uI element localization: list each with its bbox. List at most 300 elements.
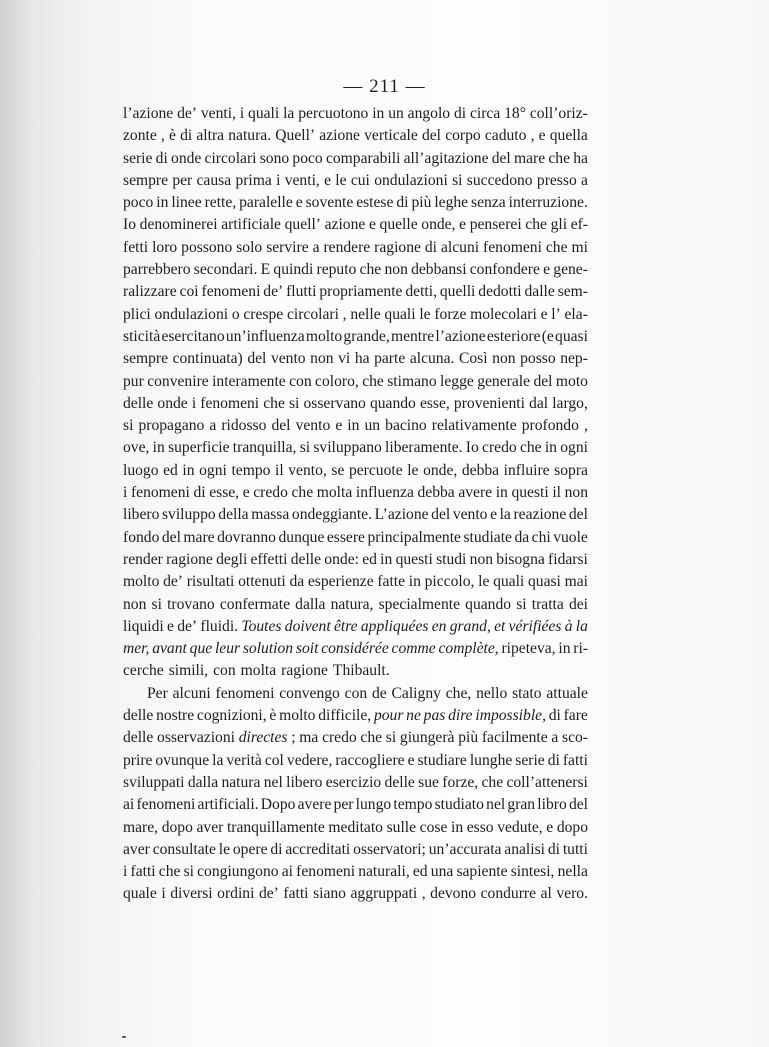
word: libero (286, 773, 323, 791)
word: del (568, 506, 588, 524)
word: in (156, 194, 169, 212)
word: prire (123, 751, 153, 769)
text-line (123, 281, 588, 303)
word: servire (266, 238, 309, 256)
word: mer, (123, 640, 150, 658)
word: pur (123, 372, 144, 390)
word: forze, (442, 773, 479, 791)
word: stimano (387, 372, 437, 390)
word: ralizzare (123, 283, 177, 301)
word: il (552, 484, 561, 502)
word: provenienti (453, 394, 525, 412)
word: del (533, 372, 553, 390)
word: che (362, 372, 384, 390)
word: se (331, 461, 345, 479)
word: complète, (438, 640, 499, 658)
word: fenomeni (200, 394, 260, 412)
word: sviluppati (123, 773, 185, 791)
word: e (368, 216, 376, 234)
word: quale (123, 885, 157, 903)
word: onde (157, 394, 188, 412)
word: sue (418, 773, 439, 791)
word: interamente (212, 372, 286, 390)
text-line (123, 214, 588, 236)
word: si (385, 729, 397, 747)
word: ne (406, 707, 421, 725)
word: relativamente (431, 417, 517, 435)
word: Così (458, 350, 488, 368)
word: i (191, 394, 197, 412)
word: con (289, 372, 312, 390)
word: le (419, 305, 431, 323)
word: coll’oriz- (529, 105, 588, 122)
word: esse, (419, 394, 450, 412)
word: molto (305, 327, 343, 345)
word: quasi (555, 327, 588, 345)
word: linee (171, 194, 202, 212)
word: dopo (556, 818, 588, 836)
text-line (123, 393, 588, 415)
word: ogni (199, 461, 227, 479)
word: , (160, 127, 165, 145)
word: ela- (564, 305, 588, 323)
word: a (312, 238, 320, 256)
text-line (123, 259, 588, 281)
word: fatte (377, 573, 406, 591)
word: vento (452, 506, 488, 524)
text-line (123, 148, 588, 170)
word: dunque (278, 528, 325, 546)
word: non (123, 595, 147, 613)
word: leghe (434, 194, 469, 212)
word: fenomeni (130, 484, 190, 502)
word: di (453, 105, 467, 122)
word: un (388, 105, 404, 122)
word: i (239, 105, 245, 122)
word: ri- (573, 640, 588, 658)
word: sapiente (456, 863, 508, 881)
word: della (218, 506, 249, 524)
word: ha (573, 149, 588, 167)
word: avere (297, 796, 332, 814)
word: loro (152, 238, 178, 256)
word: Toutes (241, 617, 282, 635)
word: si (452, 171, 463, 189)
text-line (123, 705, 588, 727)
word: i (161, 885, 166, 903)
word: del (568, 796, 588, 814)
word: di (424, 238, 438, 256)
word: artificiale (221, 216, 281, 234)
word: la (499, 506, 511, 524)
word: Per (147, 684, 168, 702)
word: fare (563, 707, 588, 725)
word: specialmente (378, 595, 461, 613)
word: sovente (305, 194, 354, 212)
word: e (324, 171, 332, 189)
word: di (155, 149, 168, 167)
word: tempo (393, 796, 433, 814)
text-line (123, 839, 588, 861)
word: , (583, 417, 588, 435)
word: cerche (123, 662, 164, 680)
word: che, (445, 684, 472, 702)
word: doivent (284, 617, 331, 635)
word: considérée (321, 640, 389, 658)
word: opere (232, 840, 268, 858)
word: devono (430, 885, 477, 903)
word: mare, (123, 818, 159, 836)
word: principalmente (367, 528, 461, 546)
text-line (123, 326, 588, 348)
word: delle (290, 550, 322, 568)
word: nel (486, 796, 506, 814)
word: quelle (379, 216, 418, 234)
word: attuale (546, 684, 588, 702)
word: dovranno (217, 528, 276, 546)
body-text (123, 103, 588, 906)
word: che (360, 729, 383, 747)
word: ai (123, 796, 135, 814)
word: 18° (504, 105, 526, 122)
word: de (372, 684, 387, 702)
word: directes (238, 729, 288, 747)
word: verticale (364, 127, 418, 145)
word: che (545, 238, 568, 256)
word: nel (263, 773, 283, 791)
word: vérifiées (508, 617, 562, 635)
text-line (123, 727, 588, 749)
word: onde, (423, 461, 458, 479)
word: aver (196, 818, 224, 836)
word: coloro, (315, 372, 359, 390)
word: flutti (286, 283, 317, 301)
word: da (289, 573, 305, 591)
word: venti, (284, 171, 320, 189)
word: tranquillamente (226, 818, 325, 836)
word: delle (123, 729, 154, 747)
word: moto (555, 372, 588, 390)
word: Quell’ (275, 127, 316, 145)
word: dalle (524, 283, 555, 301)
word: si (288, 394, 300, 412)
word: crespe (243, 305, 284, 323)
word: verità (226, 751, 262, 769)
word: onde: (324, 550, 359, 568)
word: serie (123, 149, 153, 167)
word: largo, (552, 394, 588, 412)
word: avere (458, 484, 493, 502)
text-line (123, 237, 588, 259)
word: molto (123, 573, 160, 591)
text-line (123, 660, 588, 682)
word: bisogna (496, 550, 545, 568)
word: osservano (303, 394, 366, 412)
word: e (538, 127, 546, 145)
word: naturali, (358, 863, 410, 881)
word: senza (471, 194, 506, 212)
text-line (123, 125, 588, 147)
word: accreditati (285, 840, 351, 858)
word: per (333, 796, 354, 814)
word: di (180, 127, 193, 145)
paper-speck (122, 1036, 126, 1038)
word: non (492, 350, 516, 368)
word: e (540, 305, 548, 323)
word: a (551, 729, 559, 747)
word: delle (123, 394, 154, 412)
word: ; (291, 729, 296, 747)
word: si (516, 595, 527, 613)
word: degli (216, 550, 248, 568)
word: che (519, 439, 542, 457)
word: caduto (484, 127, 527, 145)
word: natura, (330, 595, 374, 613)
word: in (372, 105, 385, 122)
word: a (581, 171, 588, 189)
word: fatti (562, 751, 588, 769)
word: di (547, 751, 560, 769)
word: congiungono (197, 863, 279, 881)
word: raccogliere (335, 751, 405, 769)
word: legge (440, 372, 474, 390)
word: esso (466, 818, 494, 836)
word: credo (253, 484, 288, 502)
word: in (380, 550, 393, 568)
word: e (295, 194, 303, 212)
word: da (514, 528, 530, 546)
word: de’ (258, 885, 279, 903)
word: le (335, 171, 347, 189)
word: con (213, 662, 236, 680)
text-line (123, 817, 588, 839)
word: delle (123, 707, 154, 725)
word: onde (171, 149, 202, 167)
word: effetti (250, 550, 288, 568)
word: aver (123, 840, 150, 858)
word: serie (515, 751, 545, 769)
word: del (247, 350, 267, 368)
word: que (189, 640, 213, 658)
word: de’ (177, 617, 198, 635)
word: e (546, 818, 554, 836)
word: i (123, 484, 128, 502)
text-line (123, 750, 588, 772)
word: esse, (209, 484, 240, 502)
word: comme (391, 640, 436, 658)
word: dalla (187, 773, 219, 791)
word: circolari (286, 305, 339, 323)
word: convengo (279, 684, 340, 702)
word: propriamente (319, 283, 403, 301)
word: sem- (557, 283, 588, 301)
word: gran (507, 796, 536, 814)
word: e (490, 506, 497, 524)
word: massa (251, 506, 290, 524)
word: azione (324, 216, 366, 234)
word: in (152, 439, 165, 457)
word: propagano (138, 417, 205, 435)
word: è (169, 127, 176, 145)
word: causa (196, 171, 232, 189)
word: che (158, 863, 181, 881)
word: percuote (348, 461, 403, 479)
word: rendere (323, 238, 371, 256)
word: ridosso (221, 417, 267, 435)
word: influire (503, 461, 550, 479)
word: grand, (449, 617, 491, 635)
word: si (183, 863, 194, 881)
word: reazione (513, 506, 567, 524)
word: simili, (168, 662, 209, 680)
word: liquidi (123, 617, 164, 635)
text-line (123, 616, 588, 638)
word: ed (163, 461, 178, 479)
word: piccolo, (424, 573, 475, 591)
word: esercizio (325, 773, 382, 791)
word: plici (123, 305, 151, 323)
word: giungerà (399, 729, 455, 747)
word: à (564, 617, 573, 635)
word: penserei (469, 216, 522, 234)
word: ordini (217, 885, 255, 903)
word: parte (374, 350, 406, 368)
word: un’influenza (225, 327, 305, 345)
word: la (283, 105, 295, 122)
word: del (491, 149, 511, 167)
word: impossible, (475, 707, 546, 725)
word: interruzione. (508, 194, 588, 212)
word: cognizioni, (196, 707, 267, 725)
text-line (123, 371, 588, 393)
word: che (481, 773, 504, 791)
word: sempre (123, 171, 169, 189)
word: tempo (231, 461, 271, 479)
word: et (494, 617, 506, 635)
word: pas (423, 707, 446, 725)
word: debbansi (411, 261, 467, 279)
word: natura (221, 773, 261, 791)
word: coi (179, 283, 199, 301)
text-line (123, 861, 588, 883)
word: e (543, 261, 551, 279)
word: a (209, 417, 217, 435)
word: esteriore (486, 327, 541, 345)
word: non (564, 484, 588, 502)
word: estese (356, 194, 394, 212)
text-line (123, 571, 588, 593)
word: in (408, 573, 421, 591)
word: diversi (170, 885, 213, 903)
word: dire (448, 707, 473, 725)
word: tratta (531, 595, 564, 613)
word: per (172, 171, 193, 189)
word: di (396, 194, 409, 212)
word: aggruppati (350, 885, 418, 903)
word: sulle (386, 818, 417, 836)
word: sono (259, 149, 290, 167)
word: non (469, 550, 494, 568)
word: di (270, 840, 283, 858)
word: vedere, (286, 751, 333, 769)
word: debba (417, 484, 455, 502)
word: osservazioni (157, 729, 235, 747)
word: convenire (147, 372, 209, 390)
word: del (271, 417, 291, 435)
word: questi (395, 550, 433, 568)
text-line (123, 683, 588, 705)
word: la (575, 617, 588, 635)
word: Io (123, 216, 136, 234)
word: secondari. (193, 261, 258, 279)
word: alcuna. (409, 350, 455, 368)
word: grande, (343, 327, 390, 345)
word: si (299, 439, 311, 457)
word: osservatori; (353, 840, 426, 858)
word: i (276, 171, 281, 189)
word: fidarsi (548, 550, 588, 568)
word: ovunque (155, 751, 210, 769)
word: vuole (553, 528, 588, 546)
word: nep- (560, 350, 588, 368)
word: appliquées (360, 617, 429, 635)
word: de’ (177, 105, 197, 122)
word: , (530, 127, 535, 145)
word: non (384, 261, 408, 279)
word: fenomeni (296, 863, 356, 881)
word: studiato (434, 796, 484, 814)
word: azione (319, 127, 360, 145)
word: zonte (123, 127, 157, 145)
word: parrebbero (123, 261, 191, 279)
word: col (264, 751, 284, 769)
word: de’ (263, 283, 284, 301)
word: vero. (556, 885, 588, 903)
word: la (212, 751, 224, 769)
word: più (458, 729, 479, 747)
word: sviluppano (313, 439, 382, 457)
word: risultati (186, 573, 235, 591)
word: bacino (385, 417, 427, 435)
text-line (123, 348, 588, 370)
word: Thibault. (332, 662, 390, 680)
word: esercitano (161, 327, 225, 345)
word: mentre (390, 327, 435, 345)
word: , (342, 305, 347, 323)
word: angolo (407, 105, 451, 122)
word: dal (529, 394, 549, 412)
text-line (123, 304, 588, 326)
word: in (495, 484, 508, 502)
word: fenomeni (215, 684, 275, 702)
word: sviluppo (161, 506, 216, 524)
text-line (123, 794, 588, 816)
word: che (291, 484, 314, 502)
word: sco- (562, 729, 588, 747)
word: alcuni (172, 684, 211, 702)
word: stato (512, 684, 542, 702)
word: questi (511, 484, 549, 502)
word: rette, (204, 194, 237, 212)
word: di (193, 484, 206, 502)
word: paralelle (239, 194, 293, 212)
word: che (548, 149, 571, 167)
word: un (364, 417, 381, 435)
word: lungo (355, 796, 392, 814)
word: continuata) (172, 350, 243, 368)
word: all’agitazione (403, 149, 489, 167)
word: fatti (283, 885, 309, 903)
